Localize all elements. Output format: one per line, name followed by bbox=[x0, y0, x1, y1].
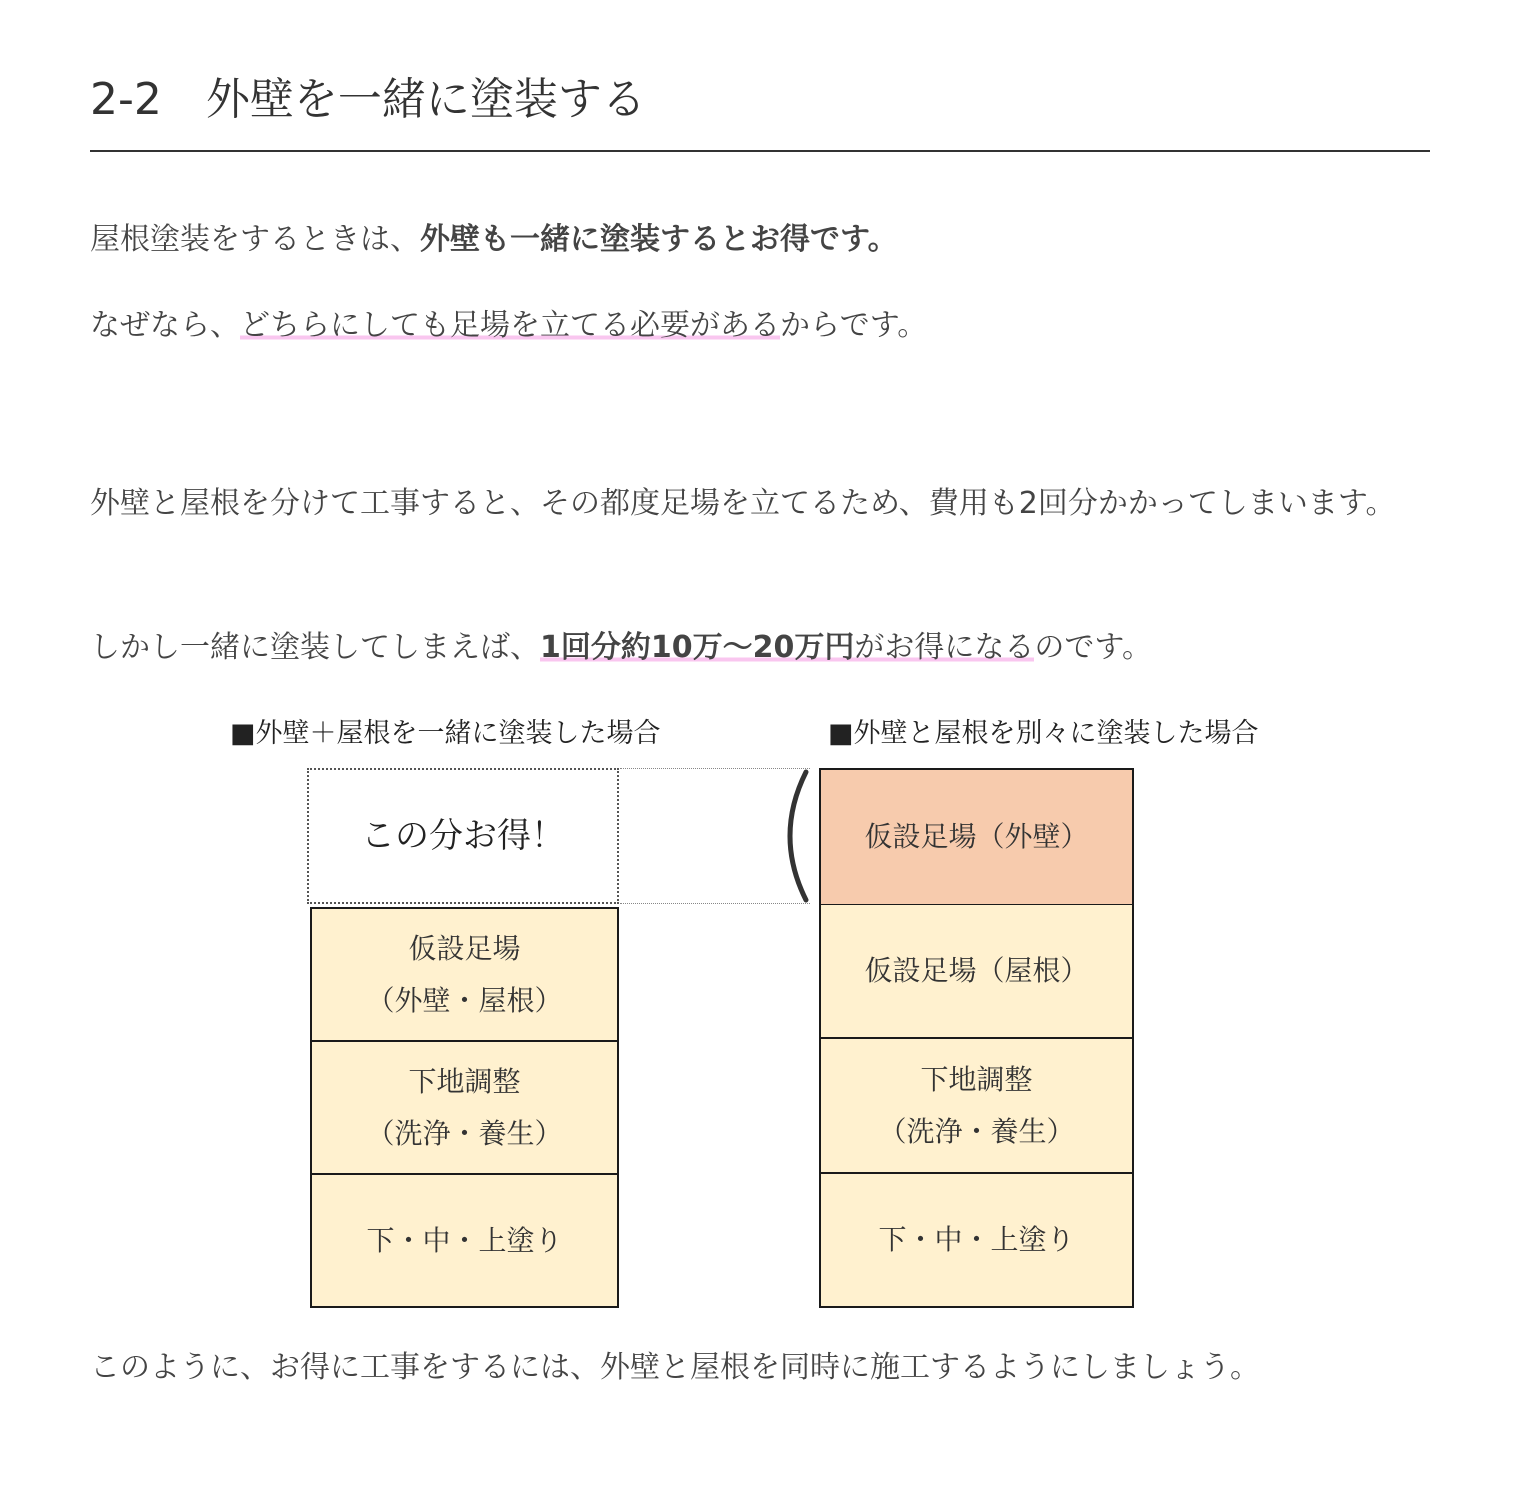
left-prep-box bbox=[310, 1040, 619, 1175]
left-coating-box bbox=[310, 1173, 619, 1308]
left-scaffold-box bbox=[310, 907, 619, 1042]
right-scaffold-roof-box bbox=[819, 904, 1134, 1039]
paragraph-4 bbox=[90, 620, 1430, 676]
paragraph-1 bbox=[90, 212, 1430, 268]
right-prep-box bbox=[819, 1038, 1134, 1174]
left-coating-label: 下・中・上塗り bbox=[366, 1223, 563, 1257]
paragraph-2-text-after: からです。 bbox=[780, 308, 928, 343]
paragraph-1-emphasis: 外壁も一緒に塗装するとお得です。 bbox=[420, 222, 898, 257]
heading-divider bbox=[90, 150, 1430, 152]
right-prep-label: 下地調整 （洗浄・養生） bbox=[878, 1062, 1075, 1148]
section-heading: 2-2 外壁を一緒に塗装する bbox=[90, 74, 646, 125]
paragraph-4-text-before: しかし一緒に塗装してしまえば、 bbox=[90, 630, 540, 665]
right-scaffold-wall-box bbox=[819, 768, 1134, 906]
right-coating-label: 下・中・上塗り bbox=[878, 1223, 1075, 1256]
left-diagram-caption: ■外壁＋屋根を一緒に塗装した場合 bbox=[230, 718, 661, 749]
paragraph-2-text-before: なぜなら、 bbox=[90, 308, 240, 343]
paragraph-4-highlight-amount: 1回分約10万〜20万円 bbox=[540, 630, 855, 665]
left-scaffold-label: 仮設足場 （外壁・屋根） bbox=[366, 931, 563, 1017]
right-scaffold-roof-label: 仮設足場（屋根） bbox=[864, 954, 1089, 987]
right-coating-box bbox=[819, 1172, 1134, 1308]
right-diagram-caption: ■外壁と屋根を別々に塗装した場合 bbox=[828, 718, 1259, 749]
saving-box bbox=[307, 768, 619, 904]
paragraph-1-text: 屋根塗装をするときは、 bbox=[90, 222, 420, 257]
paragraph-4-highlight: がお得になる bbox=[854, 630, 1035, 665]
saving-label: この分お得！ bbox=[361, 816, 565, 856]
paragraph-3: 外壁と屋根を分けて工事すると、その都度足場を立てるため、費用も2回分かかってしまいます。 bbox=[90, 486, 1396, 521]
right-scaffold-wall-label: 仮設足場（外壁） bbox=[864, 820, 1089, 853]
paragraph-2 bbox=[90, 298, 1430, 354]
paragraph-2-highlight: どちらにしても足場を立てる必要がある bbox=[240, 308, 780, 343]
left-prep-label: 下地調整 （洗浄・養生） bbox=[366, 1064, 563, 1150]
bracket-icon bbox=[770, 768, 814, 904]
paragraph-5: このように、お得に工事をするには、外壁と屋根を同時に施工するようにしましょう。 bbox=[90, 1350, 1260, 1385]
paragraph-4-text-after: のです。 bbox=[1034, 630, 1152, 665]
